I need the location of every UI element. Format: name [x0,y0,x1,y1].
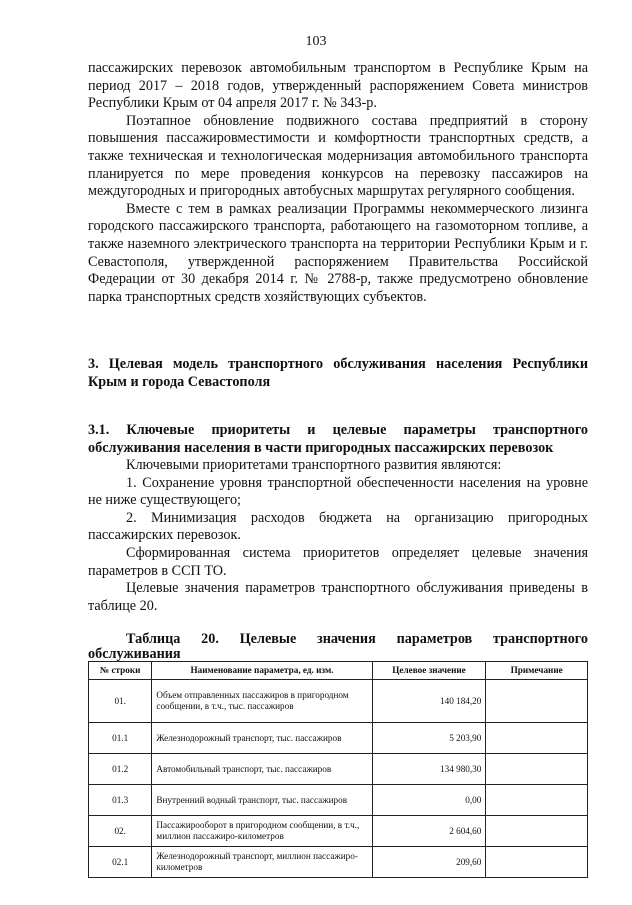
table-caption-line-2: обслуживания [88,646,181,662]
priorities-intro: Ключевыми приоритетами транспортного развития являются: [126,457,502,473]
parameter-name: Пассажирооборот в пригородном сообщении, в т.ч., миллион пассажиро-километров [152,816,372,847]
table-header-row [89,662,588,680]
table-caption-line-1: Таблица 20. Целевые значения параметров транспортного [126,631,588,647]
paragraph-2: Поэтапное обновление подвижного состава предприятий в сторону повышения пассажировместимости и комфортности транспортных средств, а также техническая и технологическая модернизация автомобильного транспорта планируется по мере проведения конкурсов на перевозку пассажиров на междугородных и пригородных автобусных маршрутах регулярного сообщения. [88,112,588,200]
intro-text [88,60,588,306]
table-row [89,723,588,754]
table-row [89,754,588,785]
priority-item-2: 2. Минимизация расходов бюджета на организацию пригородных пассажирских перевозок. [88,509,588,544]
parameter-name: Железнодорожный транспорт, миллион пассажиро-километров [152,847,372,878]
paragraph-3: Вместе с тем в рамках реализации Программы некоммерческого лизинга городского пассажирского транспорта, работающего на газомоторном топливе, а также наземного электрического транспорта на территории Республики Крым и г. Севастополя, утвержденной распоряжением Правительства Российской Федерации от 30 декабря 2014 г. № 2788-р, также предусмотрено обновление парка транспортных средств хозяйствующих субъектов. [88,200,588,305]
parameter-name: Автомобильный транспорт, тыс. пассажиров [152,754,372,785]
target-value: 5 203,90 [372,723,486,754]
priority-item-1: 1. Сохранение уровня транспортной обеспеченности населения на уровне не ниже существующего; [88,474,588,509]
note [486,847,588,878]
row-number: 02. [89,816,152,847]
row-number: 02.1 [89,847,152,878]
header-row-number: № строки [89,662,152,680]
target-value: 0,00 [372,785,486,816]
subsection-heading: 3.1. Ключевые приоритеты и целевые параметры транспортного обслуживания населения в части пригородных пассажирских перевозок [88,422,588,456]
target-value: 134 980,30 [372,754,486,785]
priorities-conclusion: Сформированная система приоритетов определяет целевые значения параметров в ССП ТО. [88,544,588,579]
note [486,785,588,816]
row-number: 01.3 [89,785,152,816]
target-value: 140 184,20 [372,680,486,723]
paragraph-1: пассажирских перевозок автомобильным транспортом в Республике Крым на период 2017 – 2018 годов, утвержденный распоряжением Совета министров Республики Крым от 04 апреля 2017 г. № 343-р. [88,60,588,112]
row-number: 01. [89,680,152,723]
parameter-name: Внутренний водный транспорт, тыс. пассажиров [152,785,372,816]
parameter-name: Объем отправленных пассажиров в пригородном сообщении, в т.ч., тыс. пассажиров [152,680,372,723]
table-row [89,816,588,847]
table-reference: Целевые значения параметров транспортного обслуживания приведены в таблице 20. [88,580,588,614]
table-row [89,785,588,816]
table-row [89,847,588,878]
row-number: 01.1 [89,723,152,754]
section-heading: 3. Целевая модель транспортного обслуживания населения Республики Крым и города Севастополя [88,356,588,390]
header-target-value: Целевое значение [372,662,486,680]
note [486,680,588,723]
header-note: Примечание [486,662,588,680]
priorities-text [88,457,588,615]
row-number: 01.2 [89,754,152,785]
note [486,754,588,785]
note [486,723,588,754]
table-caption [88,632,588,662]
parameter-name: Железнодорожный транспорт, тыс. пассажиров [152,723,372,754]
page-number: 103 [305,34,327,49]
target-value: 2 604,60 [372,816,486,847]
parameters-table [88,661,588,878]
note [486,816,588,847]
target-value: 209,60 [372,847,486,878]
header-parameter-name: Наименование параметра, ед. изм. [152,662,372,680]
table-row [89,680,588,723]
